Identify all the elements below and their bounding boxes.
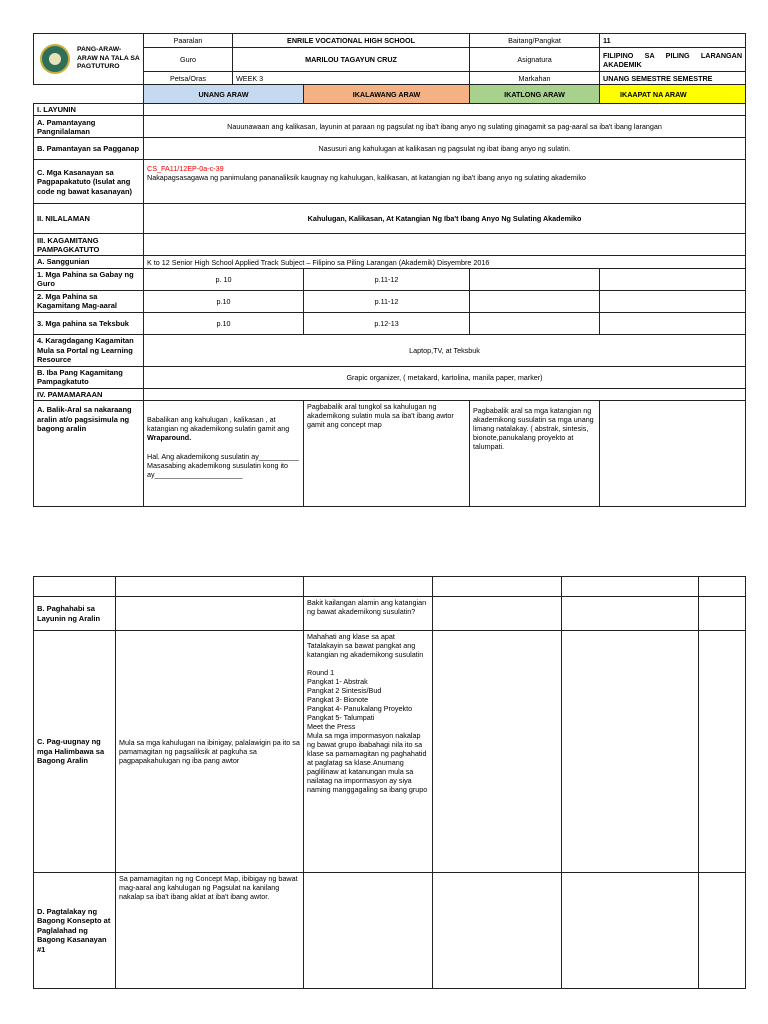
portal-text: Laptop,TV, at Teksbuk [144, 334, 746, 366]
subject-label: Asignatura [470, 48, 600, 72]
pagtalakay-label: D. Pagtalakay ng Bagong Konsepto at Paglalahad ng Bagong Kasanayan #1 [34, 873, 116, 989]
balik-aral-day3: Pagbabalik aral sa mga katangian ng akademikong susulatin sa mga unang limang natalakay. ( abstrak, sintesis, bionote,panukalang proyekto at talumpati. [470, 401, 600, 507]
pamantayang-pangnilalaman-text: Nauunawaan ang kalikasan, layunin at paraan ng pagsulat ng iba't ibang anyo ng sulating ginagamit sa pag-aaral sa iba't ibang larangan [144, 116, 746, 138]
kasanayan-text: Nakapagsasagawa ng panimulang pananaliksik kaugnay ng kahulugan, kalikasan, at katangian ng iba't ibang anyo ng sulating akademiko [147, 173, 586, 183]
day2-header: IKALAWANG ARAW [304, 85, 470, 104]
school-logo-cell [34, 34, 144, 85]
balik-aral-day1-example: Hal. Ang akademikong susulatin ay__________ Masasabing akademikong susulatin kong ito ay______________________ [147, 452, 299, 480]
school-value: ENRILE VOCATIONAL HIGH SCHOOL [233, 34, 470, 48]
day1-header: UNANG ARAW [144, 85, 304, 104]
teksbuk-day1: p.10 [144, 312, 304, 334]
kasanayan-cell [144, 160, 746, 204]
pamantayan-pagganap-label: B. Pamantayan sa Pagganap [34, 138, 144, 160]
day4-header: IKAAPAT NA ARAW [600, 85, 746, 104]
pamantayang-pangnilalaman-label: A. Pamantayang Pangnilalaman [34, 116, 144, 138]
kagamitan-label: III. KAGAMITANG PAMPAGKATUTO [34, 234, 144, 256]
teksbuk-day2: p.12-13 [304, 312, 470, 334]
sanggunian-text: K to 12 Senior High School Applied Track Subject – Filipino sa Piling Larangan (Akademik) Disyembre 2016 [144, 256, 746, 268]
sanggunian-label: A. Sanggunian [34, 256, 144, 268]
grade-value: 11 [600, 34, 746, 48]
gabay-day1: p. 10 [144, 268, 304, 290]
nilalaman-text: Kahulugan, Kalikasan, At Katangian Ng Iba't Ibang Anyo Ng Sulating Akademiko [144, 204, 746, 234]
date-label: Petsa/Oras [144, 72, 233, 85]
paghahabi-day2: Bakit kailangan alamin ang katangian ng bawat akademikong susulatin? [304, 597, 433, 631]
teacher-label: Guro [144, 48, 233, 72]
paguugnay-label: C. Pag-uugnay ng mga Halimbawa sa Bagong Aralin [34, 631, 116, 873]
pamamaraan-label: IV. PAMAMARAAN [34, 388, 144, 400]
paguugnay-day2: Mahahati ang klase sa apat Tatalakayin sa bawat pangkat ang katangian ng akademikong susulatin Round 1 Pangkat 1- Abstrak Pangkat 2 Sintesis/Bud Pangkat 3- Bionote Pangkat 4- Panukalang Proyekto Pangkat 5- Talumpati Meet the Press Mula sa mga impormasyon nakalap ng bawat grupo ibabahagi nila ito sa klase sa pamamagitan ng paghahatid at paglatag sa klase.Anumang paglilinaw at katanungan mula sa nailatag na impormasyon ay siya naming manggagaling sa ibang grupo [304, 631, 433, 873]
day3-header: IKATLONG ARAW [470, 85, 600, 104]
magaaral-label: 2. Mga Pahina sa Kagamitang Mag-aaral [34, 290, 144, 312]
portal-label: 4. Karagdagang Kagamitan Mula sa Portal ng Learning Resource [34, 334, 144, 366]
blank-corner [34, 85, 144, 104]
pagtalakay-day1: Sa pamamagitan ng ng Concept Map, ibibigay ng bawat mag-aaral ang kahulugan ng Pagsulat na kanilang nakalap sa iba't ibang aklat at iba't ibang awtor. [116, 873, 304, 989]
magaaral-day2: p.11-12 [304, 290, 470, 312]
paghahabi-label: B. Paghahabi sa Layunin ng Aralin [34, 597, 116, 631]
iba-kagamitan-text: Grapic organizer, ( metakard, kartolina, manila paper, marker) [144, 366, 746, 388]
paguugnay-day1: Mula sa mga kahulugan na ibinigay, palalawigin pa ito sa pamamagitan ng pagsaliksik at pagkuha sa pagpapakahulugan ng iba pang awtor [116, 631, 304, 873]
lesson-log-table-page2 [33, 576, 746, 989]
balik-aral-day1-strategy: Wraparound. [147, 433, 192, 443]
balik-aral-day2: Pagbabalik aral tungkol sa kahulugan ng akademikong sulatin mula sa iba't ibang awtor gamit ang concept map [304, 401, 470, 507]
school-label: Paaralan [144, 34, 233, 48]
quarter-label: Markahan [470, 72, 600, 85]
balik-aral-day1 [144, 401, 304, 507]
quarter-value: UNANG SEMESTRE SEMESTRE [600, 72, 746, 85]
subject-value: FILIPINO SA PILING LARANGAN AKADEMIK [600, 48, 746, 72]
nilalaman-label: II. NILALAMAN [34, 204, 144, 234]
iba-kagamitan-label: B. Iba Pang Kagamitang Pampagkatuto [34, 366, 144, 388]
teacher-value: MARILOU TAGAYUN CRUZ [233, 48, 470, 72]
gabay-day2: p.11-12 [304, 268, 470, 290]
kasanayan-code: CS_FA11/12EP-0a-c-39 [147, 164, 224, 174]
date-value: WEEK 3 [233, 72, 470, 85]
gabay-label: 1. Mga Pahina sa Gabay ng Guro [34, 268, 144, 290]
balik-aral-day1-text: Babalikan ang kahulugan , kalikasan , at katangian ng akademikong sulatin gamit ang [147, 415, 290, 434]
school-seal-icon [40, 44, 70, 74]
teksbuk-label: 3. Mga pahina sa Teksbuk [34, 312, 144, 334]
magaaral-day1: p.10 [144, 290, 304, 312]
kasanayan-label: C. Mga Kasanayan sa Pagpapakatuto (Isulat ang code ng bawat kasanayan) [34, 160, 144, 204]
pamantayan-pagganap-text: Nasusuri ang kahulugan at kalikasan ng pagsulat ng ibat ibang anyo ng sulatin. [144, 138, 746, 160]
grade-label: Baitang/Pangkat [470, 34, 600, 48]
form-title: PANG-ARAW-ARAW NA TALA SA PAGTUTURO [77, 46, 140, 71]
balik-aral-label: A. Balik-Aral sa nakaraang aralin at/o pagsisimula ng bagong aralin [34, 401, 144, 507]
lesson-log-table-page1 [33, 33, 746, 507]
layunin-label: I. LAYUNIN [34, 104, 144, 116]
